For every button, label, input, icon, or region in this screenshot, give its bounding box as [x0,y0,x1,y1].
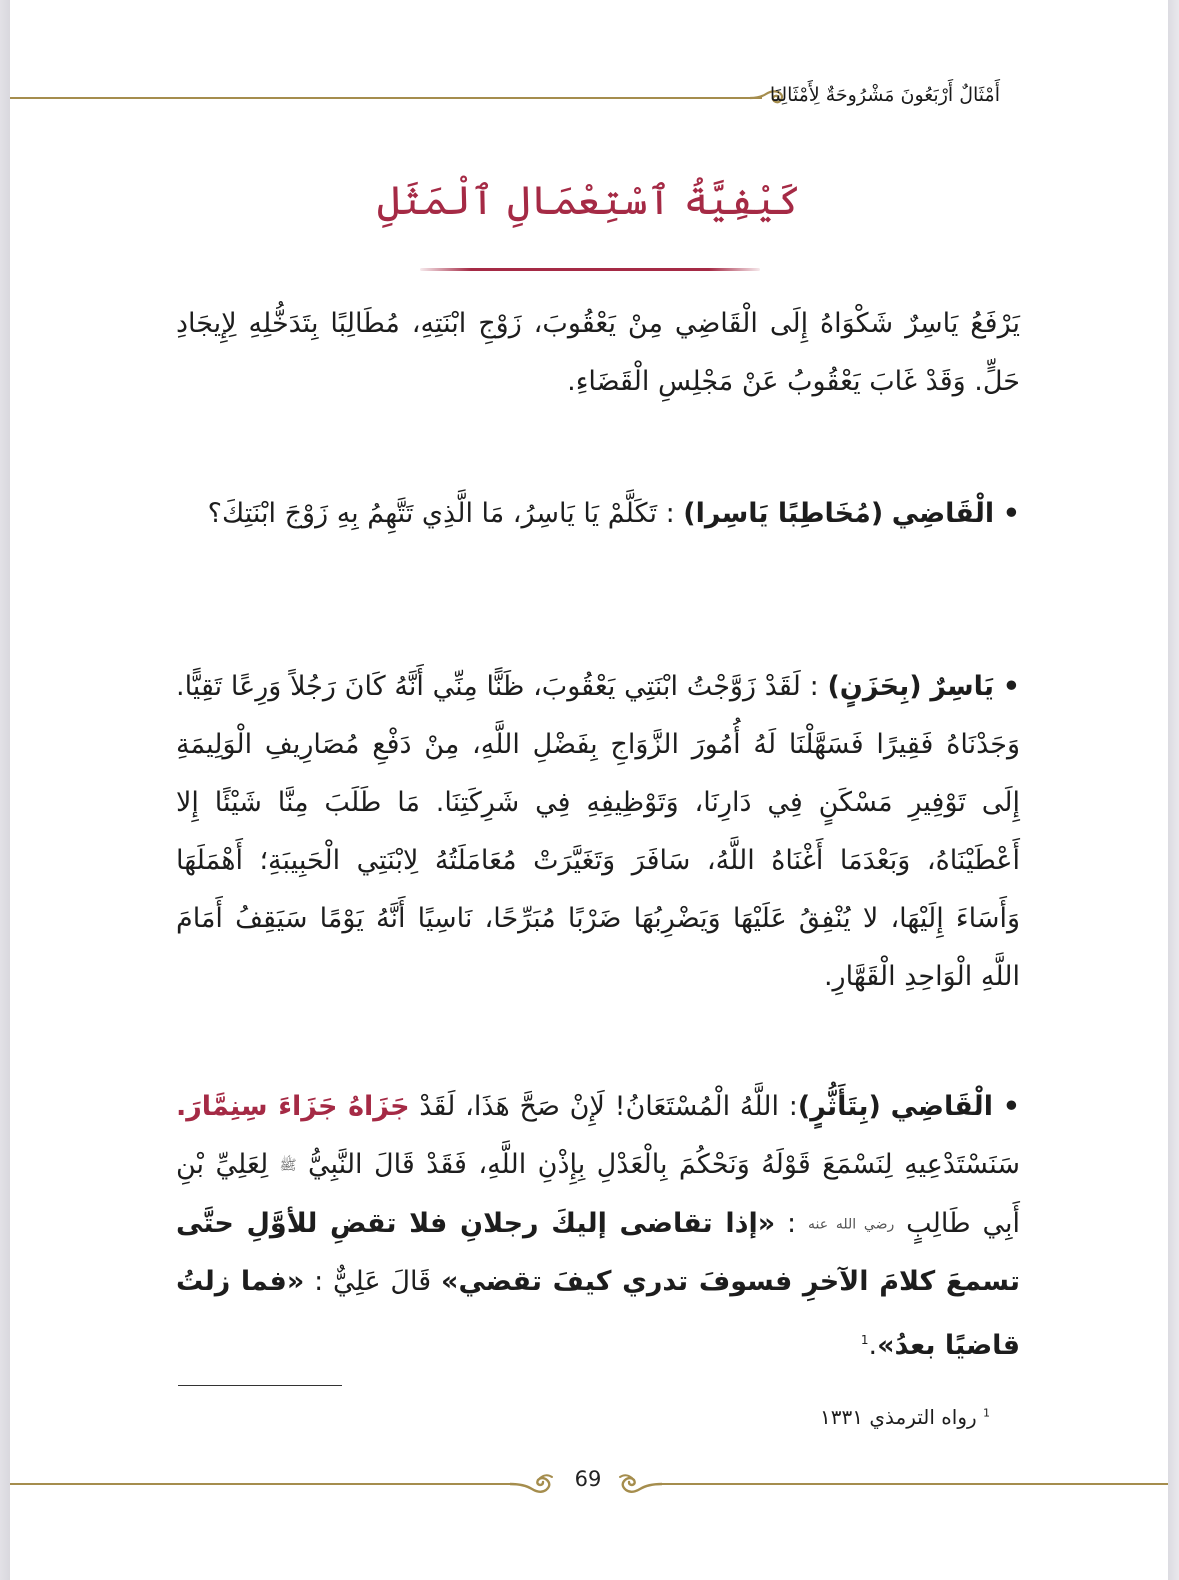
dialogue-yasir [176,658,1020,1006]
dialogue-text: : لَقَدْ زَوَّجْتُ ابْنَتِي يَعْقُوبَ، ظَنًّا مِنِّي أَنَّهُ كَانَ رَجُلاً وَرِعًا تَقِيًّا. وَجَدْنَاهُ فَقِيرًا فَسَهَّلْنَا لَهُ أُمُورَ الزَّوَاجِ بِفَضْلِ اللَّهِ، مِنْ دَفْعِ مُصَارِيفِ الْوَلِيمَةِ إِلَى تَوْفِيرِ مَسْكَنٍ فِي دَارِنَا، وَتَوْظِيفِهِ فِي شَرِكَتِنَا. مَا طَلَبَ مِنَّا شَيْئًا إِلا أَعْطَيْنَاهُ، وَبَعْدَمَا أَغْنَاهُ اللَّهُ، سَافَرَ وَتَغَيَّرَتْ مُعَامَلَتُهُ لِابْنَتِي الْحَبِيبَةِ؛ أَهْمَلَهَا وَأَسَاءَ إِلَيْهَا، لا يُنْفِقُ عَلَيْهَا وَيَضْرِبُهَا ضَرْبًا مُبَرِّحًا، نَاسِيًا أَنَّهُ يَوْمًا سَيَقِفُ أَمَامَ اللَّهِ الْوَاحِدِ الْقَهَّارِ. [176,671,1020,992]
hadith-quote: «إذا تقاضى إليكَ رجلانِ فلا تقضِ للأوَّلِ حتَّى تسمعَ كلامَ الآخرِ فسوفَ تدري كيفَ تقضي» [176,1207,1020,1297]
running-header-book-title: أَمْثَالٌ أَرْبَعُونَ مَشْرُوحَةٌ لِأَمْثَالِنَا [769,84,1000,106]
bullet-icon: • [1002,1091,1020,1122]
dialogue-text-ali: لِعَلِيِّ بْنِ أَبِي طَالِبٍ [176,1149,1020,1239]
dialogue-judge-1 [176,485,1020,543]
footer-ornament-right-icon [616,1470,662,1498]
honorific-ali-icon: رضي الله عنه [808,1216,895,1232]
ali-says: قَالَ عَلِيٌّ : [304,1266,442,1297]
footer-rule-right [658,1483,1168,1485]
page-number: 69 [574,1467,602,1491]
header-rule [10,97,762,99]
viewer-scrollbar-track[interactable] [1168,0,1179,1580]
section-title: كَيْفِيَّةُ ٱسْتِعْمَالِ ٱلْمَثَلِ [377,178,801,224]
dialogue-text: : تَكَلَّمْ يَا يَاسِرُ، مَا الَّذِي تَتَّهِمُ بِهِ زَوْجَ ابْنَتِكَ؟ [207,498,684,529]
footnote [820,1405,990,1429]
intro-paragraph: يَرْفَعُ يَاسِرٌ شَكْوَاهُ إِلَى الْقَاضِي مِنْ يَعْقُوبَ، زَوْجِ ابْنَتِهِ، مُطَالِبًا بِتَدَخُّلِهِ لِإِيجَادِ حَلٍّ. وَقَدْ غَابَ يَعْقُوبُ عَنْ مَجْلِسِ الْقَضَاءِ. [176,308,1020,397]
speaker-name: الْقَاضِي [890,1091,993,1122]
footnote-marker: 1 [983,1406,990,1420]
title-underline [420,268,760,271]
ali-quote: «فما زلتُ قاضيًا بعدُ» [176,1266,1020,1361]
speaker-name: الْقَاضِي [891,498,995,529]
dialogue-judge-2 [176,1078,1020,1375]
viewer-left-edge [0,0,10,1580]
footnote-separator [178,1385,342,1386]
dialogue-text: : اللَّهُ الْمُسْتَعَانُ! لَإِنْ صَحَّ هَذَا، لَقَدْ [409,1091,798,1122]
stage-direction: (بِتَأَثُّرٍ) [797,1091,881,1122]
document-page [10,0,1168,1580]
end-punctuation: . [868,1330,878,1361]
speaker-name: يَاسِرٌ [930,671,994,702]
stage-direction: (بِحَزَنٍ) [827,671,922,702]
footnote-reference[interactable]: 1 [860,1333,869,1347]
footer-ornament-left-icon [510,1470,556,1498]
honorific-prophet-icon: ﷺ [279,1157,297,1174]
footer-rule-left [10,1483,516,1485]
colon: : [775,1207,809,1239]
highlighted-proverb: جَزَاهُ جَزَاءَ سِنِمَّارَ. [176,1091,410,1122]
bullet-icon: • [1002,498,1020,529]
bullet-icon: • [1002,671,1020,702]
dialogue-text-continued: سَنَسْتَدْعِيهِ لِنَسْمَعَ قَوْلَهُ وَنَحْكُمَ بِالْعَدْلِ بِإِذْنِ اللَّهِ، فَقَدْ قَالَ النَّبِيُّ [296,1149,1021,1180]
stage-direction: (مُخَاطِبًا يَاسِرا) [683,498,884,529]
footnote-text: رواه الترمذي ١٣٣١ [820,1405,977,1429]
